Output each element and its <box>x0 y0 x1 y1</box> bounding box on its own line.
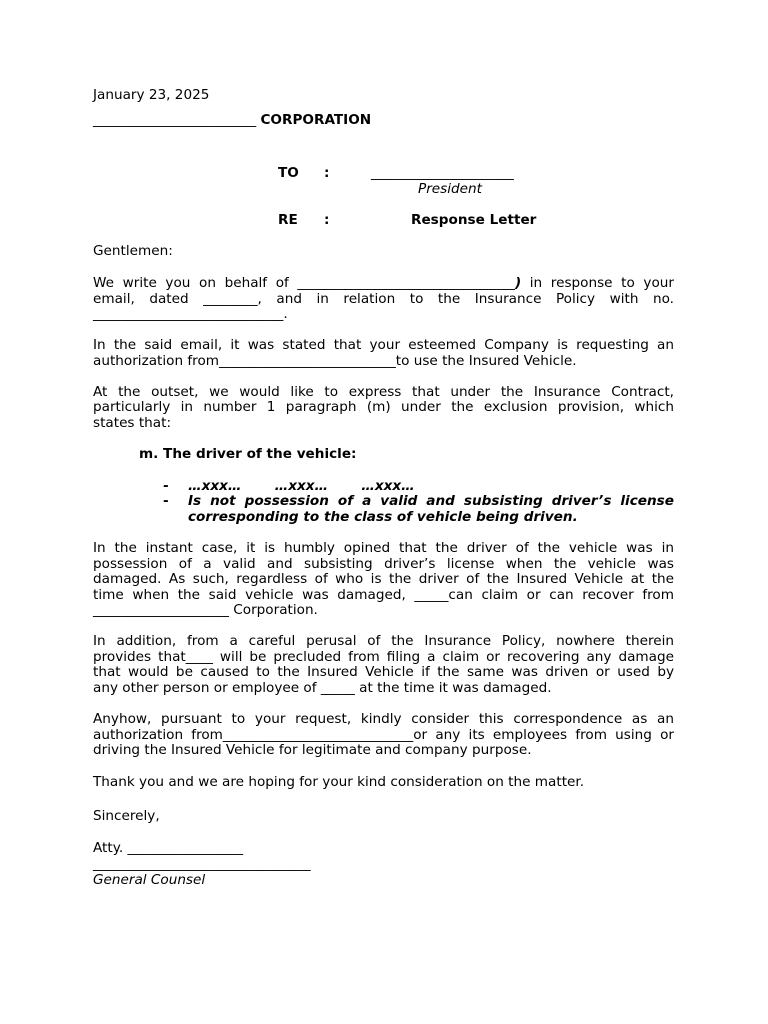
para1-line2: email, dated ________, and in relation to the Insurance Policy with no. <box>93 291 674 307</box>
to-blank: _____________________ <box>371 165 514 181</box>
re-subject: Response Letter <box>411 212 537 228</box>
corporation-line <box>93 113 371 129</box>
corporation-label: CORPORATION <box>260 112 372 128</box>
bullet1-dash: - <box>163 478 169 494</box>
to-title: President <box>418 181 482 197</box>
clause-heading: m. The driver of the vehicle: <box>139 446 357 462</box>
letter-date: January 23, 2025 <box>93 87 210 103</box>
signature-line: ________________________________ <box>93 856 311 872</box>
letter-page <box>93 0 674 1024</box>
para3-line1: At the outset, we would like to express that under the Insurance Contract, <box>93 384 674 400</box>
para4-line2: possession of a valid and subsisting driver’s license when the vehicle was <box>93 556 674 572</box>
to-colon: : <box>324 165 330 181</box>
re-label: RE <box>278 212 298 228</box>
salutation: Gentlemen: <box>93 243 173 259</box>
closing-thanks: Thank you and we are hoping for your kind consideration on the matter. <box>93 774 585 790</box>
bullet1-text: …xxx… …xxx… …xxx… <box>188 478 415 494</box>
para1-line3: ____________________________. <box>93 306 288 322</box>
para3-line3: states that: <box>93 415 172 431</box>
para5-line4: any other person or employee of _____ at the time it was damaged. <box>93 680 552 696</box>
para5-line1: In addition, from a careful perusal of the Insurance Policy, nowhere therein <box>93 633 674 649</box>
para4-line4: time when the said vehicle was damaged, _____can claim or can recover from <box>93 587 674 603</box>
para1-paren: ) <box>514 275 522 291</box>
para2-line2: authorization from__________________________to use the Insured Vehicle. <box>93 353 577 369</box>
bullet2-dash: - <box>163 493 169 509</box>
re-colon: : <box>324 212 330 228</box>
para4-line1: In the instant case, it is humbly opined that the driver of the vehicle was in <box>93 540 674 556</box>
signature-title: General Counsel <box>93 872 206 888</box>
para6-line2: authorization from____________________________or any its employees from using or <box>93 727 674 743</box>
para4-line3: damaged. As such, regardless of who is the driver of the Insured Vehicle at the <box>93 571 674 587</box>
para6-line1: Anyhow, pursuant to your request, kindly consider this correspondence as an <box>93 711 674 727</box>
para3-line2: particularly in number 1 paragraph (m) under the exclusion provision, which <box>93 399 674 415</box>
to-label: TO <box>278 165 299 181</box>
bullet2-line2: corresponding to the class of vehicle being driven. <box>188 509 578 525</box>
signature-atty: Atty. _________________ <box>93 840 244 856</box>
para2-line1: In the said email, it was stated that your esteemed Company is requesting an <box>93 337 674 353</box>
para1-line1: We write you on behalf of ________________________________) in response to your <box>93 275 674 291</box>
bullet2-line1: Is not possession of a valid and subsisting driver’s license <box>188 493 674 509</box>
para6-line3: driving the Insured Vehicle for legitimate and company purpose. <box>93 742 532 758</box>
corporation-blank: ________________________ <box>93 112 257 128</box>
valediction: Sincerely, <box>93 808 160 824</box>
para5-line3: that would be caused to the Insured Vehicle if the same was driven or used by <box>93 664 674 680</box>
para4-line5: ____________________ Corporation. <box>93 602 318 618</box>
para5-line2: provides that____ will be precluded from filing a claim or recovering any damage <box>93 649 674 665</box>
